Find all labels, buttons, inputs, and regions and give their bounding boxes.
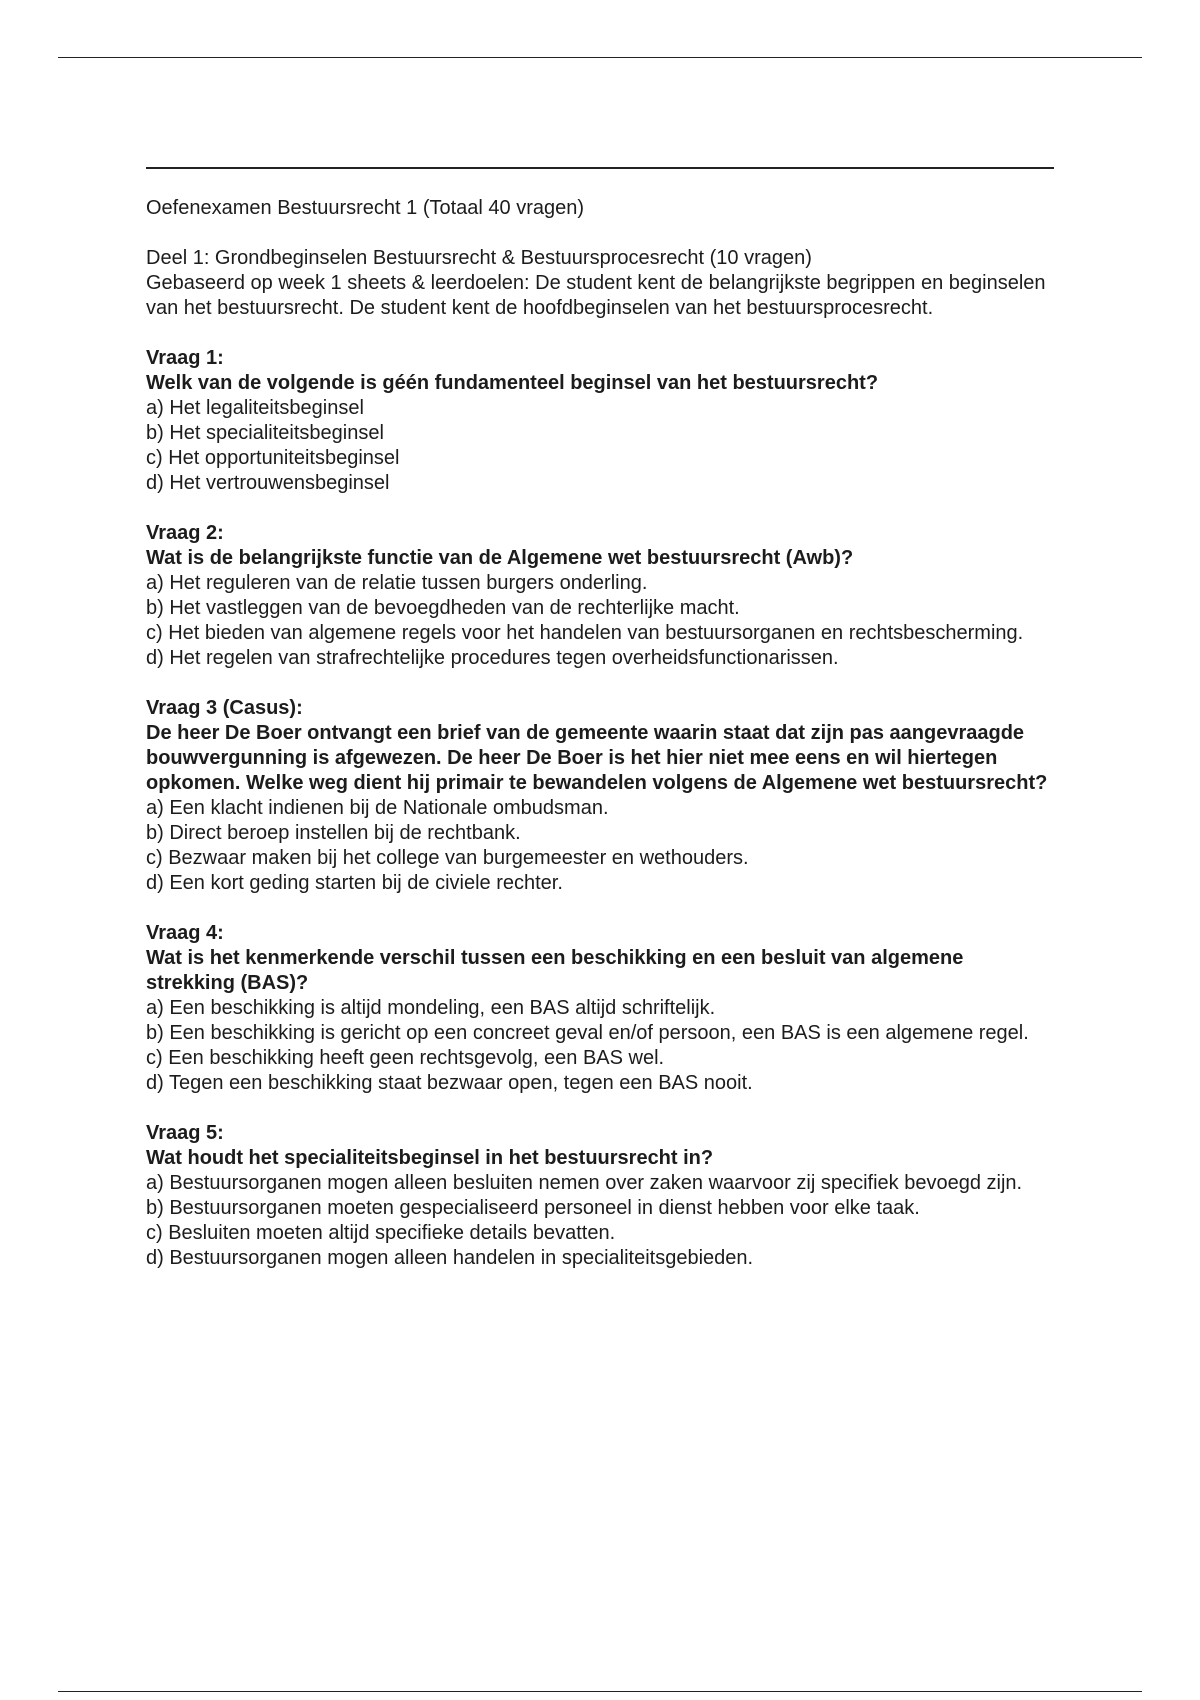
header-divider xyxy=(146,167,1054,169)
page-bottom-rule xyxy=(58,1691,1142,1692)
question-5 xyxy=(146,1121,1054,1271)
answer-option: c) Een beschikking heeft geen rechtsgevolg, een BAS wel. xyxy=(146,1047,665,1069)
answer-option: c) Besluiten moeten altijd specifieke details bevatten. xyxy=(146,1222,616,1244)
question-text: Wat is het kenmerkende verschil tussen een beschikking en een besluit van algemene strekking (BAS)? xyxy=(146,947,964,994)
question-text: Welk van de volgende is géén fundamenteel beginsel van het bestuursrecht? xyxy=(146,372,879,394)
question-label: Vraag 3 (Casus): xyxy=(146,697,303,719)
question-text: Wat houdt het specialiteitsbeginsel in het bestuursrecht in? xyxy=(146,1147,714,1169)
answer-option: a) Het legaliteitsbeginsel xyxy=(146,397,364,419)
question-label: Vraag 2: xyxy=(146,522,224,544)
answer-option: a) Bestuursorganen mogen alleen besluiten nemen over zaken waarvoor zij specifiek bevoegd zijn. xyxy=(146,1172,1023,1194)
section-heading: Deel 1: Grondbeginselen Bestuursrecht & Bestuursprocesrecht (10 vragen) xyxy=(146,247,812,269)
question-1 xyxy=(146,346,1054,496)
document-title: Oefenexamen Bestuursrecht 1 (Totaal 40 vragen) xyxy=(146,197,585,219)
document-body xyxy=(146,196,1054,1296)
answer-option: c) Het opportuniteitsbeginsel xyxy=(146,447,400,469)
page-top-rule xyxy=(58,57,1142,58)
question-text: De heer De Boer ontvangt een brief van de gemeente waarin staat dat zijn pas aangevraagde bouwvergunning is afgewezen. De heer De Boer is het hier niet mee eens en wil hiertegen opkomen. Welke weg dient hij primair te bewandelen volgens de Algemene wet bestuursrecht? xyxy=(146,722,1048,794)
answer-option: d) Het regelen van strafrechtelijke procedures tegen overheidsfunctionarissen. xyxy=(146,647,839,669)
answer-option: a) Een klacht indienen bij de Nationale ombudsman. xyxy=(146,797,609,819)
section-intro xyxy=(146,246,1054,321)
answer-option: b) Het vastleggen van de bevoegdheden van de rechterlijke macht. xyxy=(146,597,740,619)
question-label: Vraag 1: xyxy=(146,347,224,369)
question-2 xyxy=(146,521,1054,671)
answer-option: d) Bestuursorganen mogen alleen handelen in specialiteitsgebieden. xyxy=(146,1247,754,1269)
answer-option: b) Bestuursorganen moeten gespecialiseerd personeel in dienst hebben voor elke taak. xyxy=(146,1197,920,1219)
question-3 xyxy=(146,696,1054,896)
question-text: Wat is de belangrijkste functie van de Algemene wet bestuursrecht (Awb)? xyxy=(146,547,854,569)
question-4 xyxy=(146,921,1054,1096)
section-description: Gebaseerd op week 1 sheets & leerdoelen: De student kent de belangrijkste begrippen en beginselen van het bestuursrecht. De student kent de hoofdbeginselen van het bestuursprocesrecht. xyxy=(146,272,1046,319)
answer-option: d) Tegen een beschikking staat bezwaar open, tegen een BAS nooit. xyxy=(146,1072,753,1094)
answer-option: c) Bezwaar maken bij het college van burgemeester en wethouders. xyxy=(146,847,749,869)
answer-option: b) Direct beroep instellen bij de rechtbank. xyxy=(146,822,521,844)
question-label: Vraag 4: xyxy=(146,922,224,944)
answer-option: b) Een beschikking is gericht op een concreet geval en/of persoon, een BAS is een algemene regel. xyxy=(146,1022,1029,1044)
answer-option: d) Een kort geding starten bij de civiele rechter. xyxy=(146,872,563,894)
answer-option: b) Het specialiteitsbeginsel xyxy=(146,422,384,444)
answer-option: a) Een beschikking is altijd mondeling, een BAS altijd schriftelijk. xyxy=(146,997,716,1019)
question-label: Vraag 5: xyxy=(146,1122,224,1144)
answer-option: a) Het reguleren van de relatie tussen burgers onderling. xyxy=(146,572,648,594)
answer-option: c) Het bieden van algemene regels voor het handelen van bestuursorganen en rechtsbescherming. xyxy=(146,622,1024,644)
answer-option: d) Het vertrouwensbeginsel xyxy=(146,472,390,494)
